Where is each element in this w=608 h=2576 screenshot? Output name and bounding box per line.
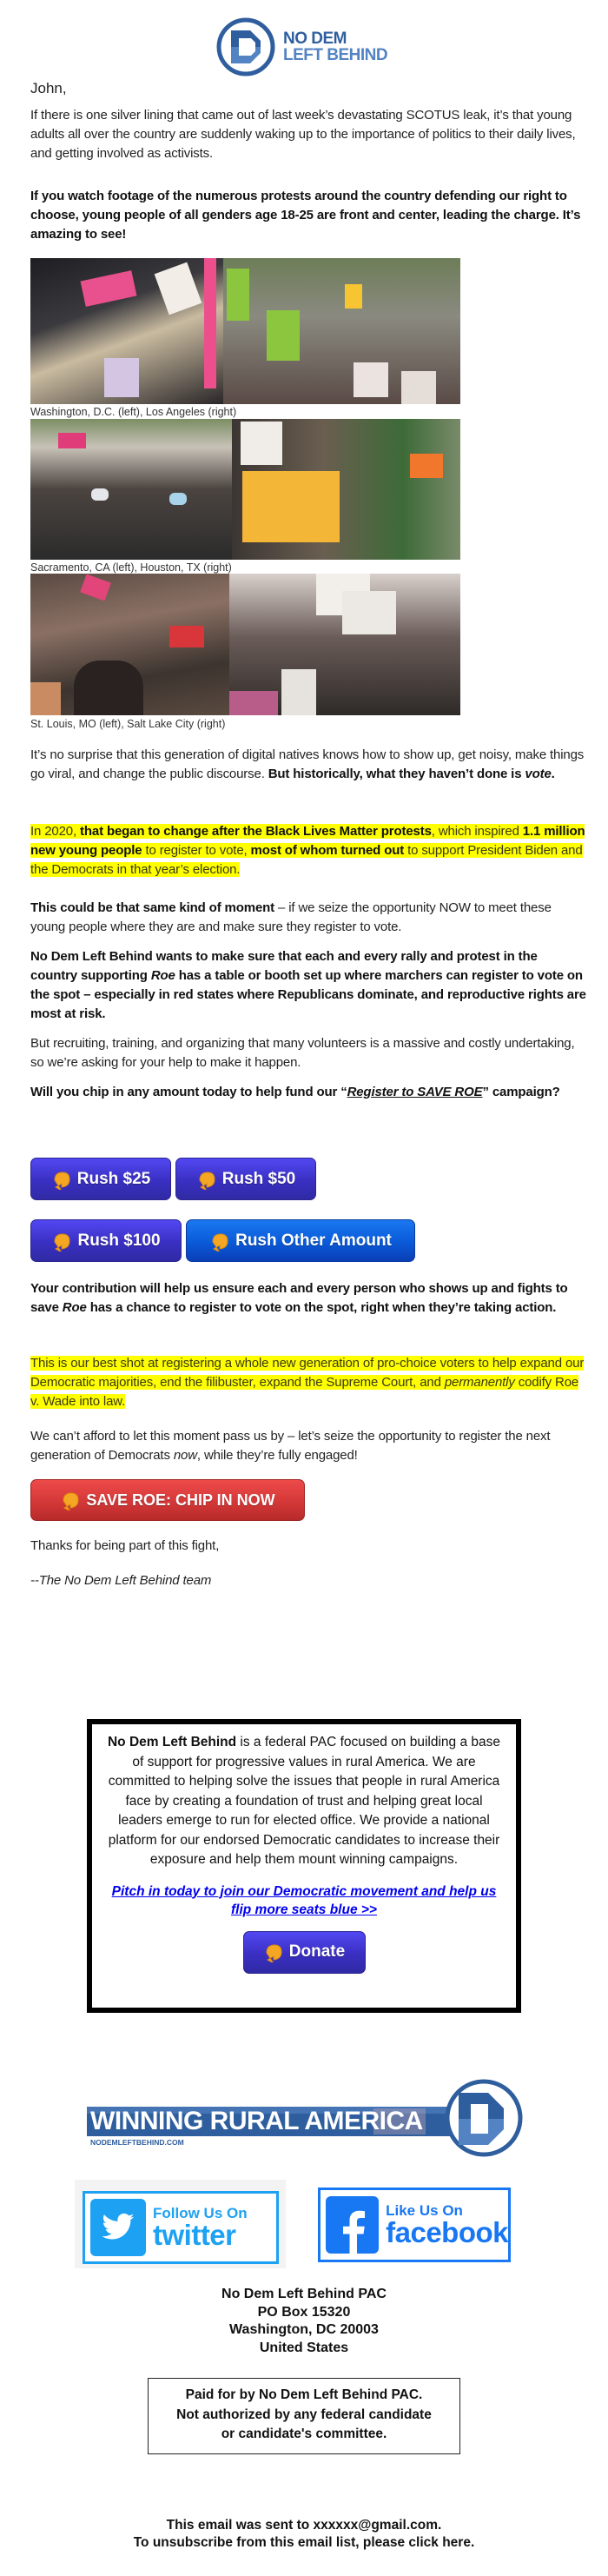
banner-title: WINNING RURAL AMERICA (90, 2107, 423, 2135)
button-label: Rush $100 (77, 1231, 161, 1250)
text-span: – if we seize the opportunity NOW to meet these young people where they are and make sure they register to vote. (30, 900, 552, 934)
d-circle-logo-icon (215, 17, 276, 77)
photo-row-1 (30, 258, 460, 404)
text-span: , while they’re fully engaged! (196, 1448, 358, 1463)
mailing-address (0, 2286, 608, 2357)
address-line-2: PO Box 15320 (257, 2304, 351, 2320)
button-label: SAVE ROE: CHIP IN NOW (86, 1490, 275, 1509)
address-line-3: Washington, DC 20003 (229, 2322, 379, 2337)
banner-url: NODEMLEFTBEHIND.COM (90, 2138, 184, 2147)
text-span: No Dem Left Behind wants to make sure that each and every rally and protest in the country supporting (30, 949, 538, 983)
text-italic: Roe (62, 1300, 87, 1315)
rush-other-amount-button[interactable] (186, 1219, 415, 1262)
photo-los-angeles (223, 258, 460, 404)
text-bold: This could be that same kind of moment (30, 900, 274, 915)
paragraph-ask (30, 1083, 586, 1102)
text-bold: But historically, what they haven’t done is (268, 767, 525, 781)
unsubscribe-footer (0, 2517, 608, 2552)
text-italic: Roe (150, 968, 175, 983)
text-bold: most of whom turned out (250, 843, 405, 858)
paragraph-2020-highlight (30, 822, 586, 880)
signature: --The No Dem Left Behind team (30, 1573, 212, 1588)
twitter-bird-icon (90, 2199, 146, 2256)
org-name: No Dem Left Behind (107, 1735, 237, 1749)
photo-row-3 (30, 574, 460, 715)
twitter-follow-button[interactable] (75, 2180, 286, 2268)
rush-25-button[interactable] (30, 1158, 171, 1200)
donate-button[interactable] (243, 1931, 366, 1974)
twitter-big-text: twitter (153, 2219, 236, 2251)
address-line-4: United States (259, 2340, 349, 2355)
text-span: In 2020, (30, 824, 81, 839)
button-label: Rush $50 (221, 1169, 296, 1188)
paragraph-cant-afford (30, 1427, 586, 1465)
paragraph-best-shot-highlight (30, 1354, 586, 1411)
disclaimer-line-3: or candidate's committee. (221, 2427, 387, 2441)
text-span: is a federal PAC focused on building a base of support for progressive values in rural America. We are committed to helping solve the issues that people in rural America face by creating a foundation of trust and helping great local leaders emerge to run for elected office. We provide a national platform for our endorsed Democratic candidates to increase their exposure and help them mount winning campaigns. (108, 1735, 500, 1867)
button-label: Rush Other Amount (235, 1231, 392, 1250)
photo-st-louis (30, 574, 229, 715)
paragraph-intro: If there is one silver lining that came out of last week’s devastating SCOTUS leak, it’s that young adults all over the country are suddenly waking up to the importance of politics to their daily lives, and getting involved as activists. (30, 108, 576, 161)
disclaimer-line-2: Not authorized by any federal candidate (176, 2407, 432, 2422)
twitter-small-text: Follow Us On (153, 2205, 248, 2221)
text-span: We can’t afford to let this moment pass us by – let’s seize the opportunity to register the next generation of Democrats (30, 1429, 551, 1463)
photo-caption-1: Washington, D.C. (left), Los Angeles (right) (30, 406, 237, 418)
rush-50-button[interactable] (175, 1158, 316, 1200)
sent-to-line: This email was sent to xxxxxx@gmail.com. (166, 2518, 442, 2533)
text-span: to support President Biden and the Democrats in that year’s election. (30, 843, 583, 877)
button-label: Donate (288, 1942, 346, 1961)
text-italic: permanently (444, 1375, 515, 1390)
curved-arrow-icon (60, 1490, 81, 1510)
header-logo[interactable] (215, 16, 398, 78)
unsubscribe-link[interactable]: To unsubscribe from this email list, please click here. (133, 2535, 475, 2550)
curved-arrow-icon (209, 1231, 230, 1251)
closing-line: Thanks for being part of this fight, (30, 1538, 220, 1553)
photo-washington-dc (30, 258, 223, 404)
paragraph-same-moment (30, 899, 586, 937)
text-span: It’s no surprise that this generation of digital natives knows how to show up, get noisy, make things go viral, and change the public discourse. (30, 747, 585, 781)
text-span: , which inspired (431, 824, 523, 839)
logo-line-1: NO DEM (283, 30, 347, 48)
photo-caption-2: Sacramento, CA (left), Houston, TX (right) (30, 561, 232, 574)
facebook-like-button[interactable] (318, 2188, 511, 2262)
paid-for-disclaimer (148, 2378, 460, 2454)
facebook-f-icon (326, 2196, 379, 2254)
pitch-in-link[interactable]: Pitch in today to join our Democratic movement and help us flip more seats blue >> (111, 1883, 497, 1917)
paragraph-recruiting: But recruiting, training, and organizing that many volunteers is a massive and costly undertaking, so we’re asking for your help to make it happen. (30, 1036, 575, 1070)
text-bold: 1.1 million new young people (30, 824, 585, 858)
text-span: This is our best shot at registering a whole new generation of pro-choice voters to help expand our Democratic majorities, end the filibuster, expand the Supreme Court, and (30, 1356, 585, 1390)
about-box (87, 1719, 521, 2013)
curved-arrow-icon (51, 1169, 72, 1190)
photo-row-2 (30, 419, 460, 560)
rush-100-button[interactable] (30, 1219, 182, 1262)
disclaimer-line-1: Paid for by No Dem Left Behind PAC. (185, 2387, 423, 2402)
register-to-save-roe-link[interactable]: Register to SAVE ROE (347, 1085, 483, 1099)
photo-caption-3: St. Louis, MO (left), Salt Lake City (right) (30, 718, 226, 730)
curved-arrow-icon (196, 1169, 217, 1190)
text-span: Will you chip in any amount today to help fund our “ (30, 1085, 347, 1099)
text-span: ” campaign? (482, 1085, 560, 1099)
logo-line-2: LEFT BEHIND (283, 46, 388, 64)
curved-arrow-icon (263, 1942, 284, 1962)
paragraph-digital-natives (30, 746, 586, 784)
text-bold-italic: vote (525, 767, 552, 781)
text-bold: that began to change after the Black Lives Matter protests (80, 824, 432, 839)
text-span: has a chance to register to vote on the spot, right when they’re taking action. (86, 1300, 557, 1315)
paragraph-contribution (30, 1279, 586, 1318)
text-span: Your contribution will help us ensure each and every person who shows up and fights to save (30, 1281, 568, 1315)
text-span: to register to vote, (142, 843, 251, 858)
text-italic: now (173, 1448, 197, 1463)
paragraph-protests: If you watch footage of the numerous protests around the country defending our right to choose, young people of all genders age 18-25 are front and center, leading the charge. It’s amazing to see! (30, 189, 581, 242)
photo-houston (232, 419, 460, 560)
curved-arrow-icon (51, 1231, 72, 1251)
save-roe-chip-in-button[interactable] (30, 1479, 305, 1521)
greeting: John, (30, 80, 67, 96)
text-span: codify Roe v. Wade into law. (30, 1375, 579, 1409)
photo-salt-lake-city (229, 574, 460, 715)
text-bold: . (551, 767, 555, 781)
winning-rural-america-banner[interactable] (87, 2079, 525, 2166)
address-line-1: No Dem Left Behind PAC (221, 2287, 387, 2301)
paragraph-mission (30, 947, 586, 1024)
text-span: has a table or booth set up where marchers can register to vote on the spot – especially in red states where Republicans dominate, and reproductive rights are most at risk. (30, 968, 586, 1021)
facebook-small-text: Like Us On (386, 2202, 463, 2219)
facebook-big-text: facebook (386, 2216, 508, 2248)
button-label: Rush $25 (76, 1169, 151, 1188)
photo-sacramento (30, 419, 232, 560)
about-description (106, 1733, 502, 1870)
